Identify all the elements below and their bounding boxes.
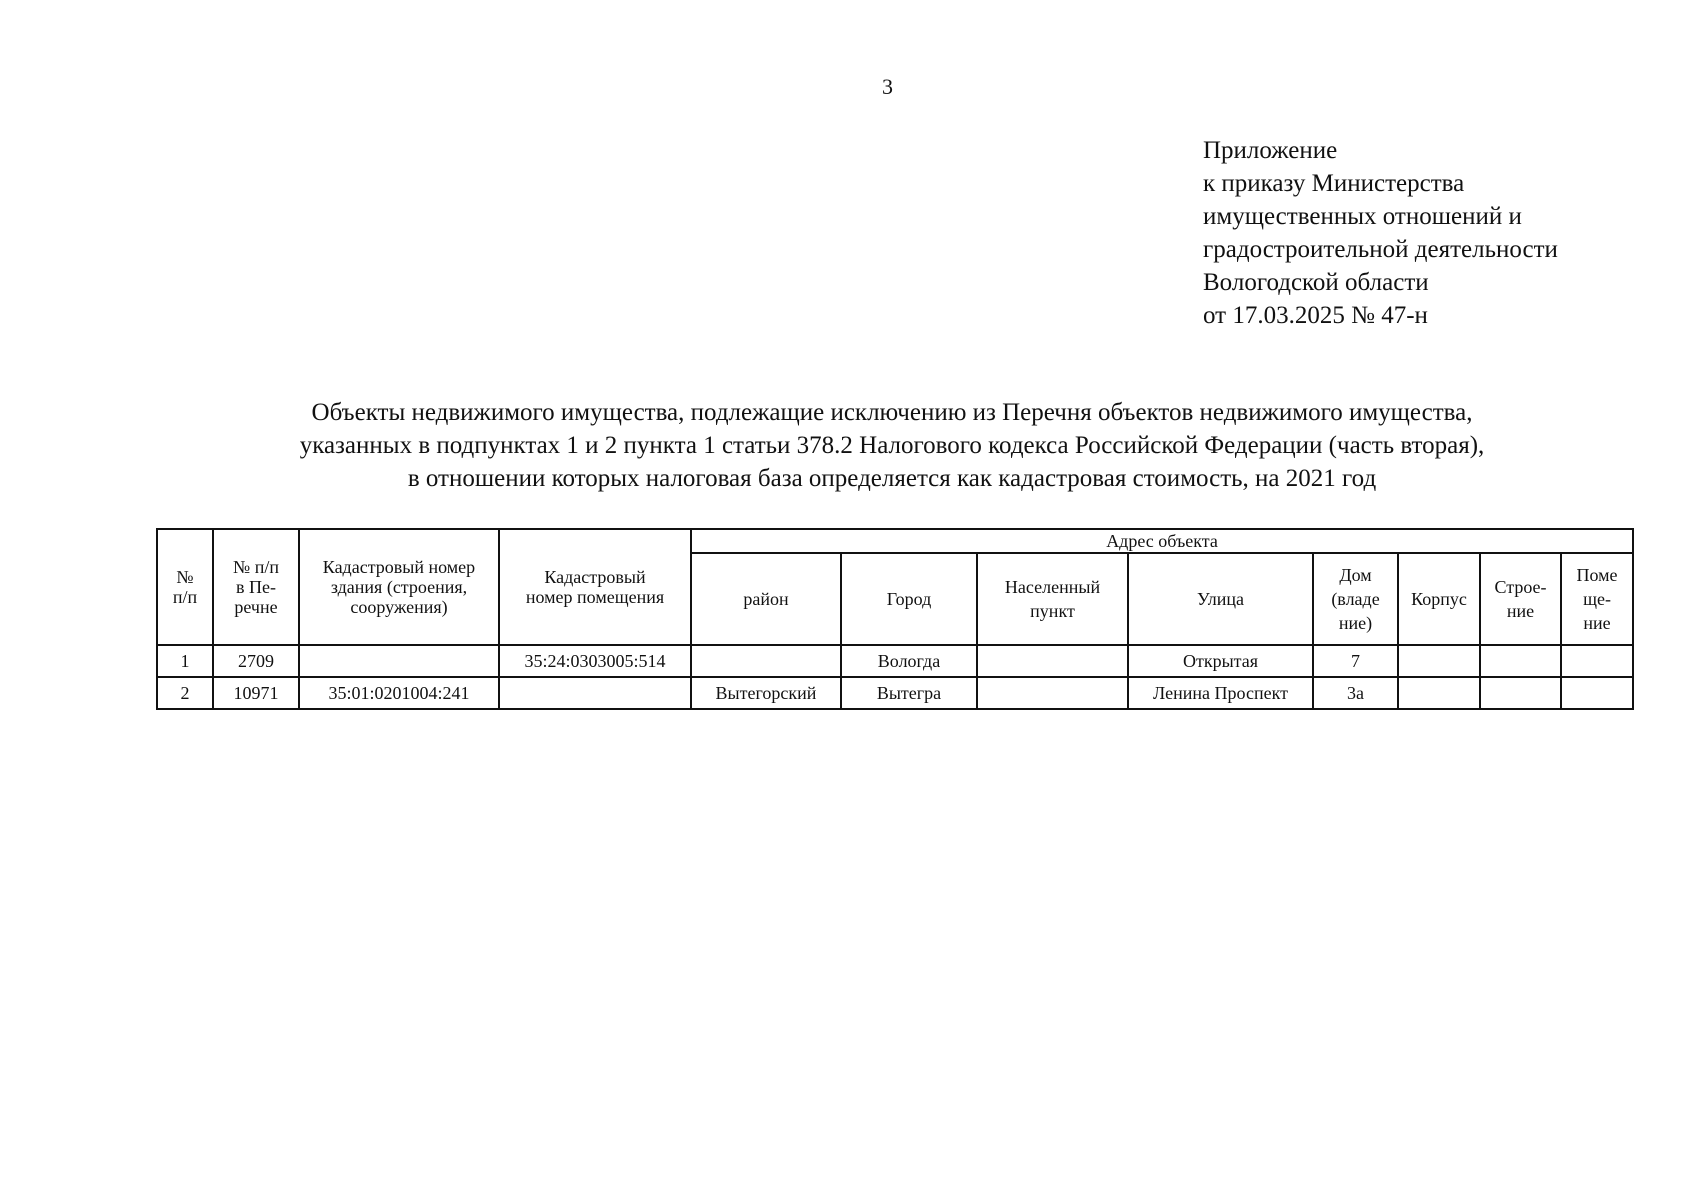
header-building: Строе- ние (1480, 553, 1561, 645)
cell-num: 2 (157, 677, 213, 709)
appendix-line: Приложение (1203, 137, 1338, 164)
appendix-line: имущественных отношений и (1203, 203, 1522, 230)
header-settlement: Населенный пункт (977, 553, 1128, 645)
title-line: Объекты недвижимого имущества, подлежащие исключению из Перечня объектов недвижимого имущества, (311, 399, 1473, 426)
cell-settlement (977, 677, 1128, 709)
cell-city: Вологда (841, 645, 977, 677)
header-premises-cadastral: Кадастровый номер помещения (499, 529, 691, 645)
header-city: Город (841, 553, 977, 645)
appendix-block (1203, 134, 1558, 332)
objects-table (156, 528, 1634, 710)
cell-premises (1561, 645, 1633, 677)
header-house: Дом (владе ние) (1313, 553, 1398, 645)
header-premises: Поме ще- ние (1561, 553, 1633, 645)
cell-building (1480, 645, 1561, 677)
cell-num: 1 (157, 645, 213, 677)
cell-list-num: 2709 (213, 645, 299, 677)
header-address-group: Адрес объекта (691, 529, 1633, 553)
document-title (150, 396, 1634, 495)
cell-block (1398, 677, 1480, 709)
header-building-cadastral: Кадастровый номер здания (строения, сооружения) (299, 529, 499, 645)
cell-premises-cadastral (499, 677, 691, 709)
cell-street: Открытая (1128, 645, 1313, 677)
cell-building-cadastral (299, 645, 499, 677)
appendix-line: Вологодской области (1203, 269, 1429, 296)
cell-premises-cadastral: 35:24:0303005:514 (499, 645, 691, 677)
cell-block (1398, 645, 1480, 677)
cell-house: 7 (1313, 645, 1398, 677)
cell-street: Ленина Проспект (1128, 677, 1313, 709)
appendix-line: от 17.03.2025 № 47-н (1203, 302, 1428, 329)
title-line: указанных в подпунктах 1 и 2 пункта 1 статьи 378.2 Налогового кодекса Российской Федерации (часть вторая), (299, 432, 1485, 459)
cell-house: 3а (1313, 677, 1398, 709)
cell-list-num: 10971 (213, 677, 299, 709)
header-district: район (691, 553, 841, 645)
cell-district: Вытегорский (691, 677, 841, 709)
header-block: Корпус (1398, 553, 1480, 645)
appendix-line: к приказу Министерства (1203, 170, 1465, 197)
cell-settlement (977, 645, 1128, 677)
cell-city: Вытегра (841, 677, 977, 709)
title-line: в отношении которых налоговая база определяется как кадастровая стоимость, на 2021 год (407, 465, 1377, 492)
page-number: 3 (882, 74, 893, 99)
table-row (157, 677, 1633, 709)
header-row (157, 529, 1633, 553)
cell-district (691, 645, 841, 677)
header-street: Улица (1128, 553, 1313, 645)
cell-building-cadastral: 35:01:0201004:241 (299, 677, 499, 709)
header-num: № п/п (157, 529, 213, 645)
cell-premises (1561, 677, 1633, 709)
cell-building (1480, 677, 1561, 709)
header-list-num: № п/п в Пе- речне (213, 529, 299, 645)
appendix-line: градостроительной деятельности (1203, 236, 1558, 263)
table-row (157, 645, 1633, 677)
